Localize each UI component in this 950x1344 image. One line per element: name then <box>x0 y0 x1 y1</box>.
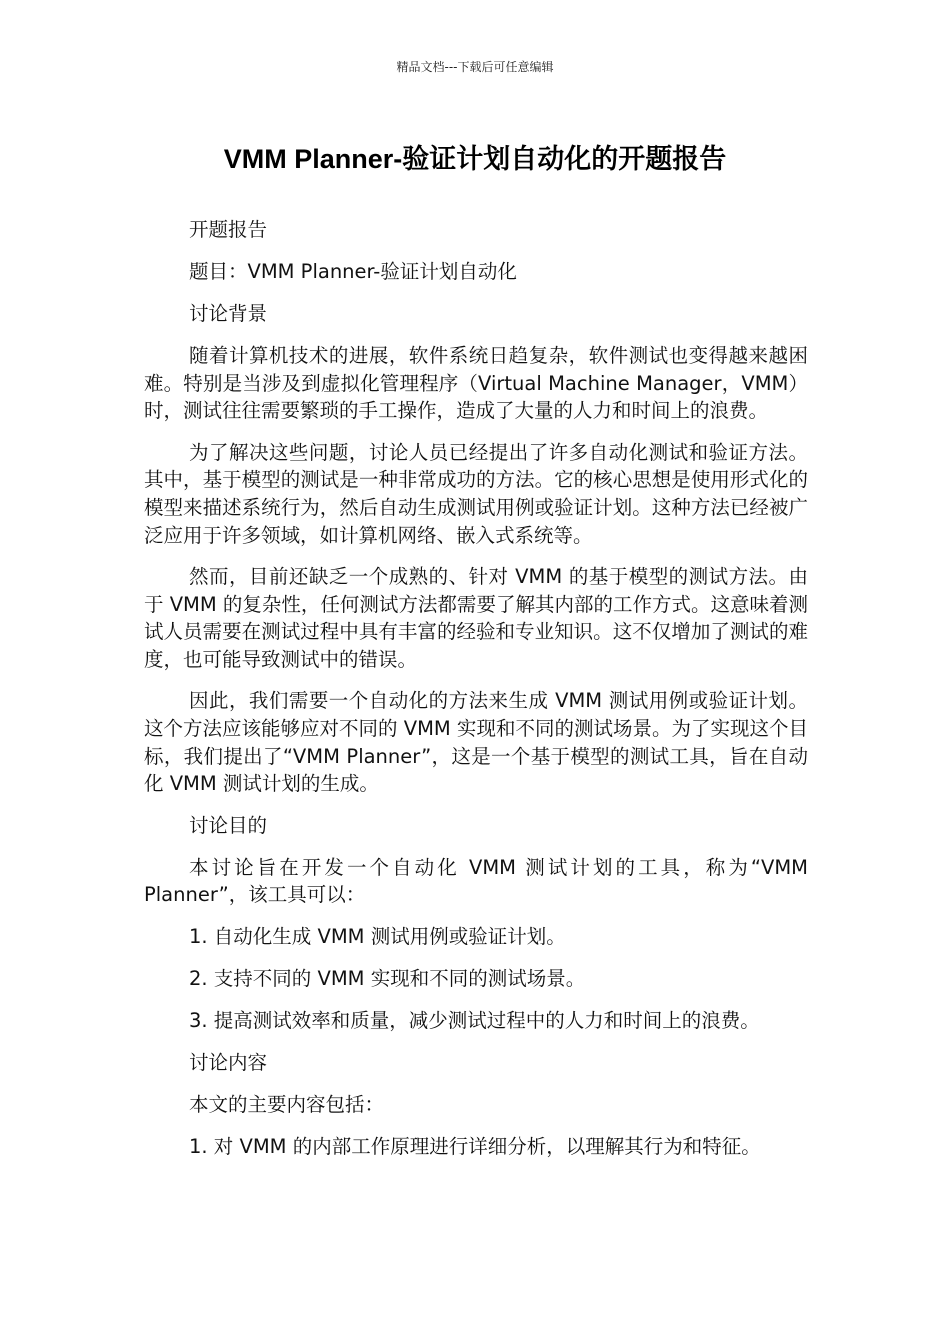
list-item-purpose-3: 3. 提高测试效率和质量，减少测试过程中的人力和时间上的浪费。 <box>189 1009 760 1032</box>
list-item-purpose-1: 1. 自动化生成 VMM 测试用例或验证计划。 <box>189 925 566 949</box>
heading-content: 讨论内容 <box>189 1050 268 1074</box>
paragraph-content-intro: 本文的主要内容包括： <box>189 1092 385 1116</box>
list-item-purpose-2: 2. 支持不同的 VMM 实现和不同的测试场景。 <box>189 967 586 991</box>
document-body <box>144 216 808 1175</box>
topic-line: 题目：VMM Planner-验证计划自动化 <box>189 259 517 283</box>
paragraph-background-1: 随着计算机技术的进展，软件系统日趋复杂，软件测试也变得越来越困难。特别是当涉及到虚拟化管理程序（Virtual Machine Manager，VMM）时，测试往往需要繁琐的手工操作，造成了大量的人力和时间上的浪费。 <box>144 343 808 423</box>
list-item-content-1: 1. 对 VMM 的内部工作原理进行详细分析，以理解其行为和特征。 <box>189 1134 761 1158</box>
heading-background: 讨论背景 <box>189 301 268 325</box>
paragraph-purpose-intro: 本讨论旨在开发一个自动化 VMM 测试计划的工具，称为“VMM Planner”，该工具可以： <box>144 855 808 907</box>
paragraph-background-2: 为了解决这些问题，讨论人员已经提出了许多自动化测试和验证方法。其中，基于模型的测试是一种非常成功的方法。它的核心思想是使用形式化的模型来描述系统行为，然后自动生成测试用例或验证计划。这种方法已经被广泛应用于许多领域，如计算机网络、嵌入式系统等。 <box>144 440 808 547</box>
document-title: VMM Planner-验证计划自动化的开题报告 <box>223 144 727 174</box>
paragraph-background-4: 因此，我们需要一个自动化的方法来生成 VMM 测试用例或验证计划。这个方法应该能够应对不同的 VMM 实现和不同的测试场景。为了实现这个目标，我们提出了“VMM Planner”，这是一个基于模型的测试工具，旨在自动化 VMM 测试计划的生成。 <box>144 689 808 796</box>
header-note: 精品文档---下载后可任意编辑 <box>396 60 554 74</box>
paragraph-background-3: 然而，目前还缺乏一个成熟的、针对 VMM 的基于模型的测试方法。由于 VMM 的复杂性，任何测试方法都需要了解其内部的工作方式。这意味着测试人员需要在测试过程中具有丰富的经验和专业知识。这不仅增加了测试的难度，也可能导致测试中的错误。 <box>144 565 808 671</box>
heading-purpose: 讨论目的 <box>189 813 268 837</box>
heading-opening-report: 开题报告 <box>189 218 268 241</box>
